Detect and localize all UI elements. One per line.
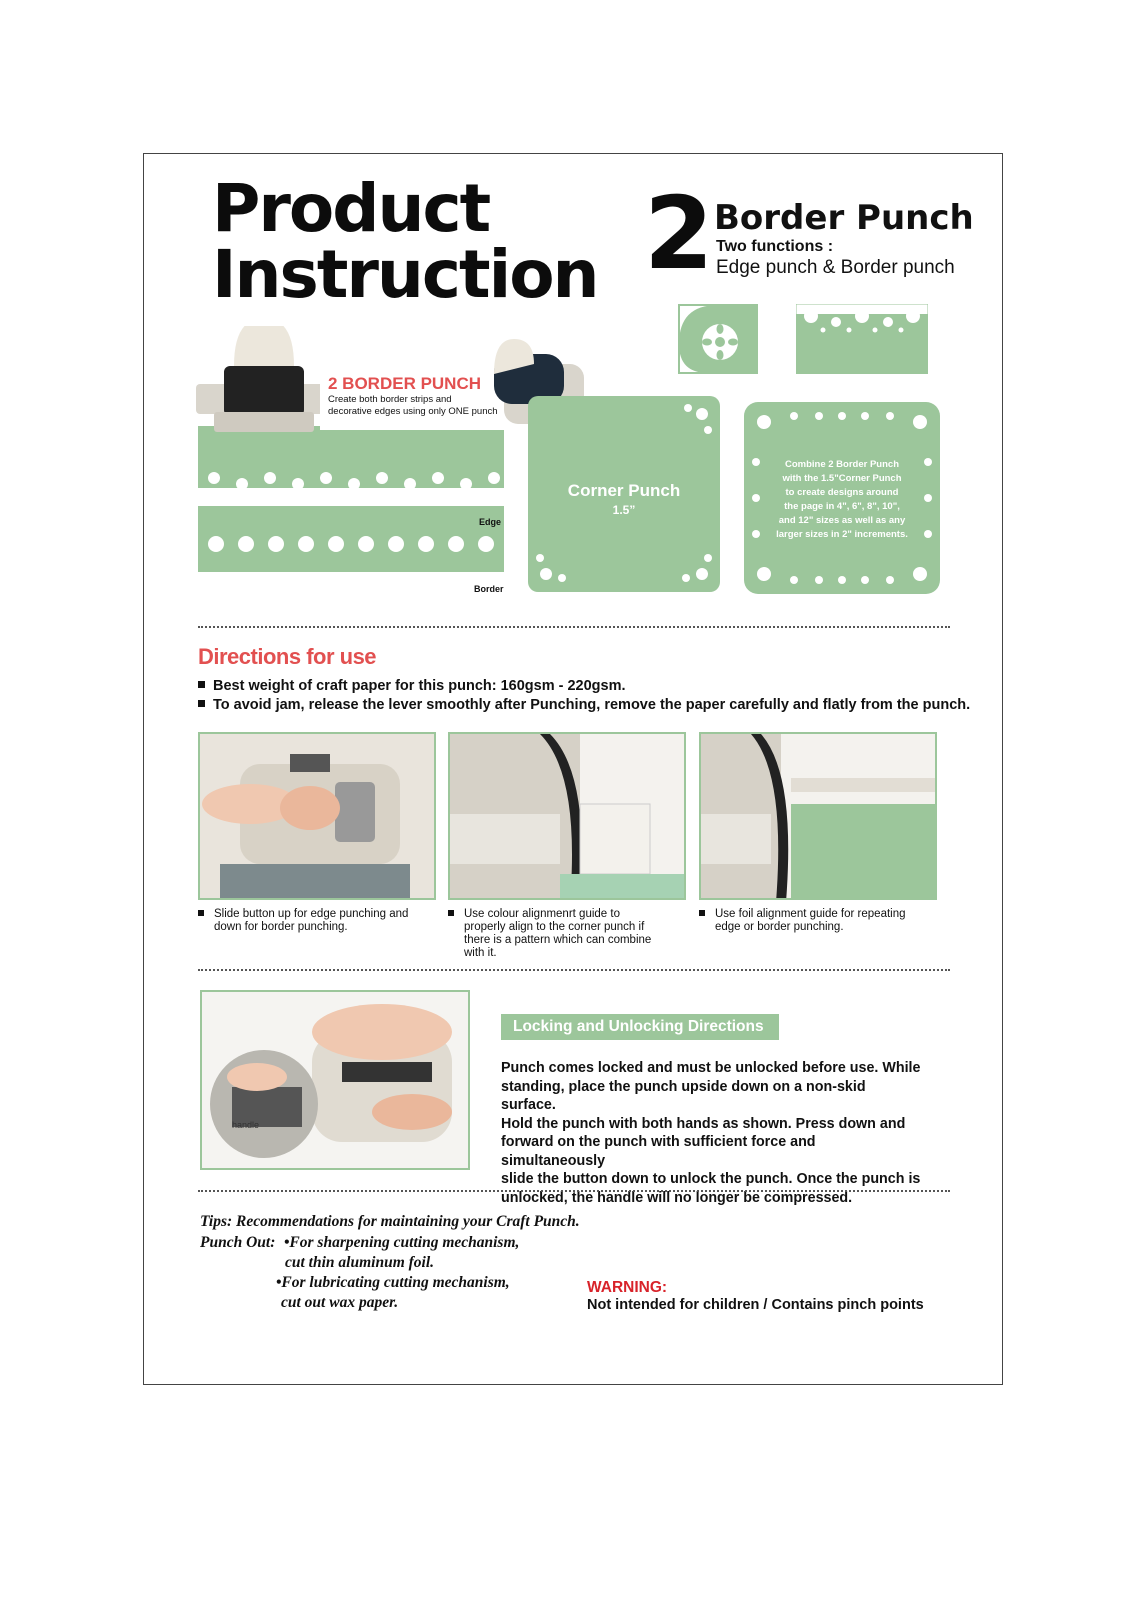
product-name: Border Punch (714, 198, 974, 238)
instruction-sheet (143, 153, 1003, 1385)
combined-frame-sample (744, 402, 940, 594)
caption-3 (699, 908, 924, 934)
tips-heading: Tips: Recommendations for maintaining your Craft Punch. (200, 1213, 580, 1230)
bullet-icon (699, 910, 705, 916)
combine-line: the page in 4", 6", 8", 10", (784, 501, 900, 512)
locking-line: slide the button down to unlock the punch. Once the punch is (501, 1171, 921, 1187)
banner-text-1: Create both border strips and (328, 394, 452, 405)
edge-label: Edge (479, 517, 502, 527)
banner-title: 2 BORDER PUNCH (328, 374, 482, 393)
bullet-icon (448, 910, 454, 916)
combine-line: and 12" sizes as well as any (778, 515, 906, 526)
caption-1 (198, 908, 423, 934)
divider (198, 969, 950, 971)
title-line-1: Product (212, 170, 490, 247)
bullet-icon (198, 700, 205, 707)
handle-label: handle (232, 1120, 260, 1130)
title-line-2: Instruction (212, 236, 598, 313)
bullet-icon (198, 910, 204, 916)
directions-bullet-2 (198, 695, 970, 715)
caption-text: Use foil alignment guide for repeating edge or border punching. (715, 908, 906, 933)
locking-line: Hold the punch with both hands as shown. Press down and (501, 1115, 906, 1132)
warning-title: WARNING: (587, 1279, 668, 1296)
page-title (212, 170, 598, 313)
photo-foil-guide (699, 732, 937, 900)
functions-label: Two functions : (716, 238, 834, 255)
banner-text-2: decorative edges using only ONE punch (328, 406, 498, 417)
photo-unlocking (200, 990, 470, 1170)
border-punch-illustration (194, 326, 514, 596)
combine-line: Combine 2 Border Punch (784, 459, 899, 470)
corner-sample-image (678, 304, 758, 374)
locking-line: standing, place the punch upside down on a non-skid surface. (501, 1078, 866, 1113)
banner-box (320, 370, 508, 430)
border-label: Border (474, 584, 504, 594)
caption-2 (448, 908, 673, 960)
combine-line: with the 1.5"Corner Punch (782, 473, 902, 484)
divider (198, 626, 950, 628)
directions-bullet-1 (198, 676, 626, 696)
corner-punch-title: Corner Punch (567, 481, 681, 500)
product-number: 2 (644, 175, 714, 292)
photo-colour-guide (448, 732, 686, 900)
functions-value: Edge punch & Border punch (716, 257, 955, 278)
corner-punch-size: 1.5” (612, 503, 636, 517)
locking-body (501, 1059, 921, 1207)
locking-line: Punch comes locked and must be unlocked before use. While (501, 1060, 921, 1076)
edge-sample-image (796, 304, 928, 374)
combine-line: to create designs around (785, 487, 899, 498)
bullet-text: To avoid jam, release the lever smoothly after Punching, remove the paper carefully and flatly from the punch. (213, 697, 971, 713)
tip-item-1a: •For sharpening cutting mechanism, (284, 1234, 520, 1251)
locking-heading: Locking and Unlocking Directions (501, 1014, 779, 1040)
tip-item-2b: cut out wax paper. (281, 1294, 399, 1311)
bullet-icon (198, 681, 205, 688)
punch-out-label: Punch Out: (200, 1234, 276, 1251)
locking-line: forward on the punch with sufficient force and simultaneously (501, 1134, 816, 1169)
tip-item-2a: •For lubricating cutting mechanism, (276, 1274, 510, 1291)
tip-item-1b: cut thin aluminum foil. (285, 1254, 435, 1271)
photo-slide-button (198, 732, 436, 900)
combine-line: larger sizes in 2" increments. (776, 529, 908, 540)
combine-text (764, 458, 920, 542)
bullet-text: Best weight of craft paper for this punch: 160gsm - 220gsm. (213, 678, 626, 694)
locking-line: unlocked, the handle will no longer be compressed. (501, 1189, 853, 1206)
divider (198, 1190, 950, 1192)
warning-text: Not intended for children / Contains pinch points (587, 1297, 924, 1313)
caption-text: Use colour alignmenrt guide to properly align to the corner punch if there is a pattern which can combine with it. (464, 908, 652, 959)
corner-punch-sample (528, 396, 720, 592)
directions-heading: Directions for use (198, 644, 377, 669)
caption-text: Slide button up for edge punching and down for border punching. (214, 908, 409, 933)
